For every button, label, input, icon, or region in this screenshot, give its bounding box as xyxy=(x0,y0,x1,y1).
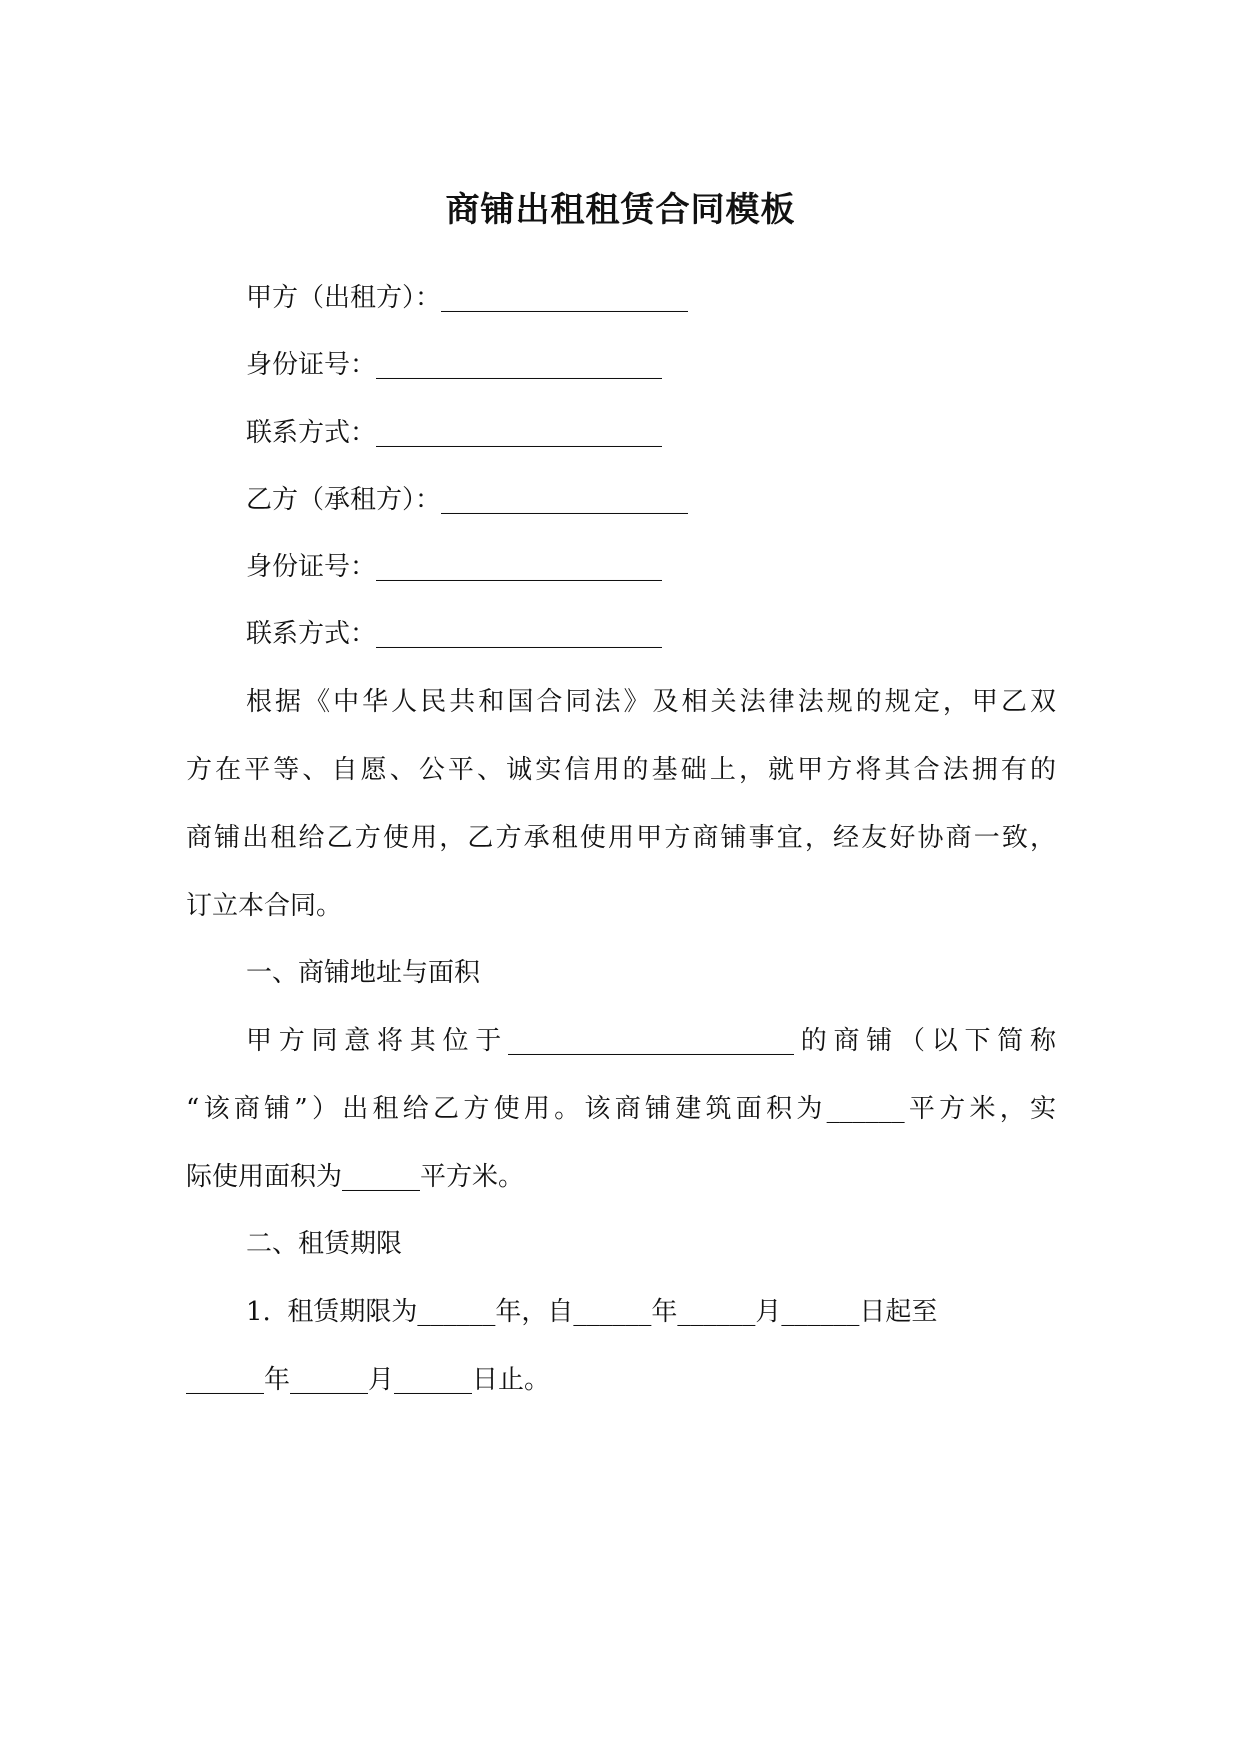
section-2-heading: 二、租赁期限 xyxy=(246,1229,403,1259)
party-a-contact-line: 联系方式：______________________ xyxy=(246,418,663,448)
section-2-line-2: ______年______月______日止。 xyxy=(186,1365,551,1395)
document-title: 商铺出租租赁合同模板 xyxy=(445,190,796,230)
section-1-line-1: 甲方同意将其位于______________________的商铺（以下简称 xyxy=(246,1026,1056,1056)
section-2-line-1: 1. 租赁期限为______年，自______年______月______日起至 xyxy=(246,1297,938,1327)
preamble-line-1: 根据《中华人民共和国合同法》及相关法律法规的规定，甲乙双 xyxy=(246,687,1056,717)
preamble-line-4: 订立本合同。 xyxy=(186,891,343,921)
party-a-id-line: 身份证号：______________________ xyxy=(246,350,663,380)
section-1-heading: 一、商铺地址与面积 xyxy=(246,958,481,988)
preamble-line-2: 方在平等、自愿、公平、诚实信用的基础上，就甲方将其合法拥有的 xyxy=(186,755,1056,785)
section-1-line-2: “该商铺”）出租给乙方使用。该商铺建筑面积为______平方米，实 xyxy=(186,1094,1056,1124)
party-a-name-line: 甲方（出租方）：___________________ xyxy=(246,283,689,313)
preamble-line-3: 商铺出租给乙方使用，乙方承租使用甲方商铺事宜，经友好协商一致， xyxy=(186,823,1056,853)
party-b-id-line: 身份证号：______________________ xyxy=(246,552,663,582)
party-b-contact-line: 联系方式：______________________ xyxy=(246,619,663,649)
party-b-name-line: 乙方（承租方）：___________________ xyxy=(246,485,689,515)
section-1-line-3: 际使用面积为______平方米。 xyxy=(186,1162,525,1192)
